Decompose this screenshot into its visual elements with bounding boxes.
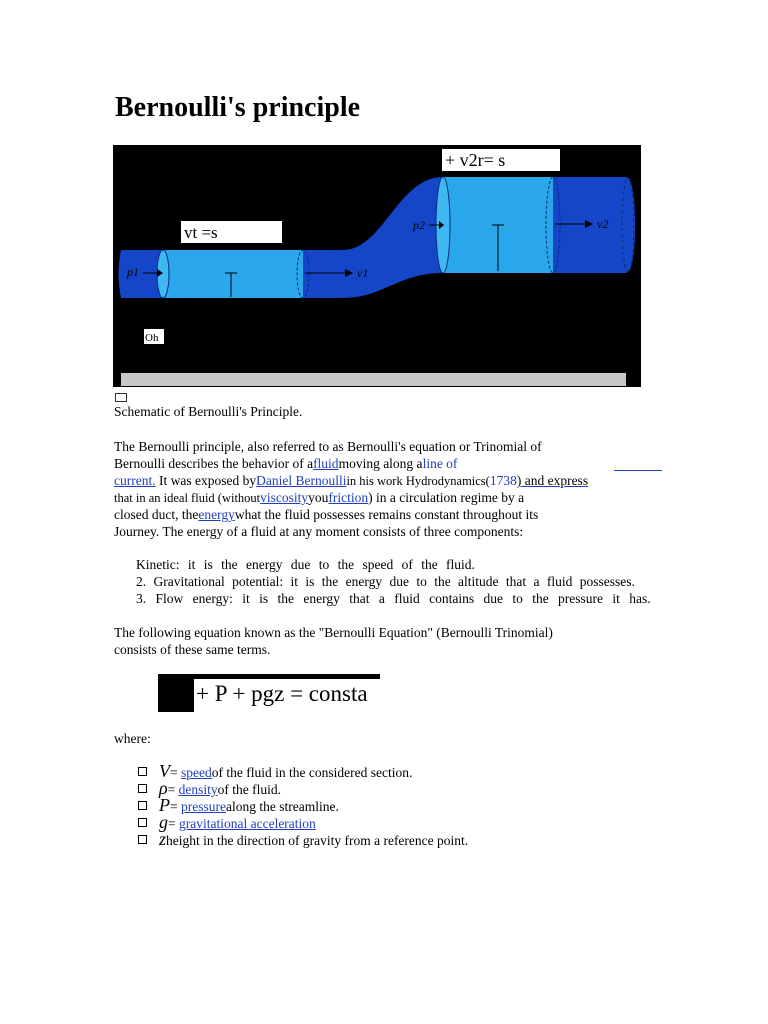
link-underline [614,470,662,471]
equation-top-bar [194,674,380,679]
intro-line-3: current. It was exposed byDaniel Bernoulliin his work Hydrodynamics(1738) and express [114,473,589,488]
term-gravity: g= gravitational acceleration [138,814,316,833]
equation-intro-2: consists of these same terms. [114,642,271,657]
p1-label: p1 [127,265,139,279]
p2-label: p2 [413,218,425,232]
term-height: zheight in the direction of gravity from a reference point. [138,831,468,850]
component-gravitational: 2. Gravitational potential: it is the energy due to the altitude that a fluid possesses. [136,574,635,589]
image-placeholder-icon [115,393,127,402]
bernoulli-schematic [113,145,641,387]
intro-line-4: that in an ideal fluid (withoutviscosityyoufriction) in a circulation regime by a [114,490,525,505]
term-density: ρ= densityof the fluid. [138,780,281,799]
component-flow: 3. Flow energy: it is the energy that a fluid contains due to the pressure it has. [136,591,651,606]
bullet-icon [138,801,147,810]
label-top: + v2r= s [445,150,506,170]
bullet-icon [138,767,147,776]
intro-line-5: closed duct, theenergywhat the fluid possesses remains constant throughout its [114,507,539,522]
equation-intro-1: The following equation known as the "Bernoulli Equation" (Bernoulli Trinomial) [114,625,553,640]
link-fluid[interactable]: fluid [313,456,339,471]
link-speed[interactable]: speed [181,765,212,780]
intro-line-1: The Bernoulli principle, also referred to as Bernoulli's equation or Trinomial of [114,439,542,454]
bullet-icon [138,835,147,844]
link-pressure[interactable]: pressure [181,799,226,814]
equation-image [158,674,380,712]
fluid-segment-1 [163,250,303,298]
link-gravitational-acceleration[interactable]: gravitational acceleration [179,816,316,831]
ground-bar [121,373,626,386]
component-kinetic: Kinetic: it is the energy due to the speed of the fluid. [136,557,475,572]
intro-line-2: Bernoulli describes the behavior of afluidmoving along aline of [114,456,664,473]
label-bottom: Oh [145,332,159,344]
figure-caption: Schematic of Bernoulli's Principle. [114,404,303,419]
label-left: vt =s [184,223,218,242]
link-current[interactable]: current. [114,473,156,488]
pipe-diagram [113,145,641,387]
equation-text: + P + pgz = consta [196,681,368,706]
link-friction[interactable]: friction [328,490,369,505]
term-speed: V= speedof the fluid in the considered section. [138,763,412,782]
link-daniel-bernoulli[interactable]: Daniel Bernoulli [256,473,347,488]
where-label: where: [114,731,151,746]
link-density[interactable]: density [178,782,218,797]
equation-dark-part [158,674,194,712]
intro-line-6: Journey. The energy of a fluid at any moment consists of three components: [114,524,524,539]
link-1738[interactable]: 1738 [489,473,517,488]
bullet-icon [138,784,147,793]
link-line-of-current[interactable]: line of [422,456,458,471]
bullet-icon [138,818,147,827]
page-title: Bernoulli's principle [115,92,361,123]
link-viscosity[interactable]: viscosity [260,490,309,505]
link-energy[interactable]: energy [198,507,235,522]
v1-label: v1 [357,266,369,280]
term-pressure: P= pressurealong the streamline. [138,797,339,816]
v2-label: v2 [597,217,609,231]
